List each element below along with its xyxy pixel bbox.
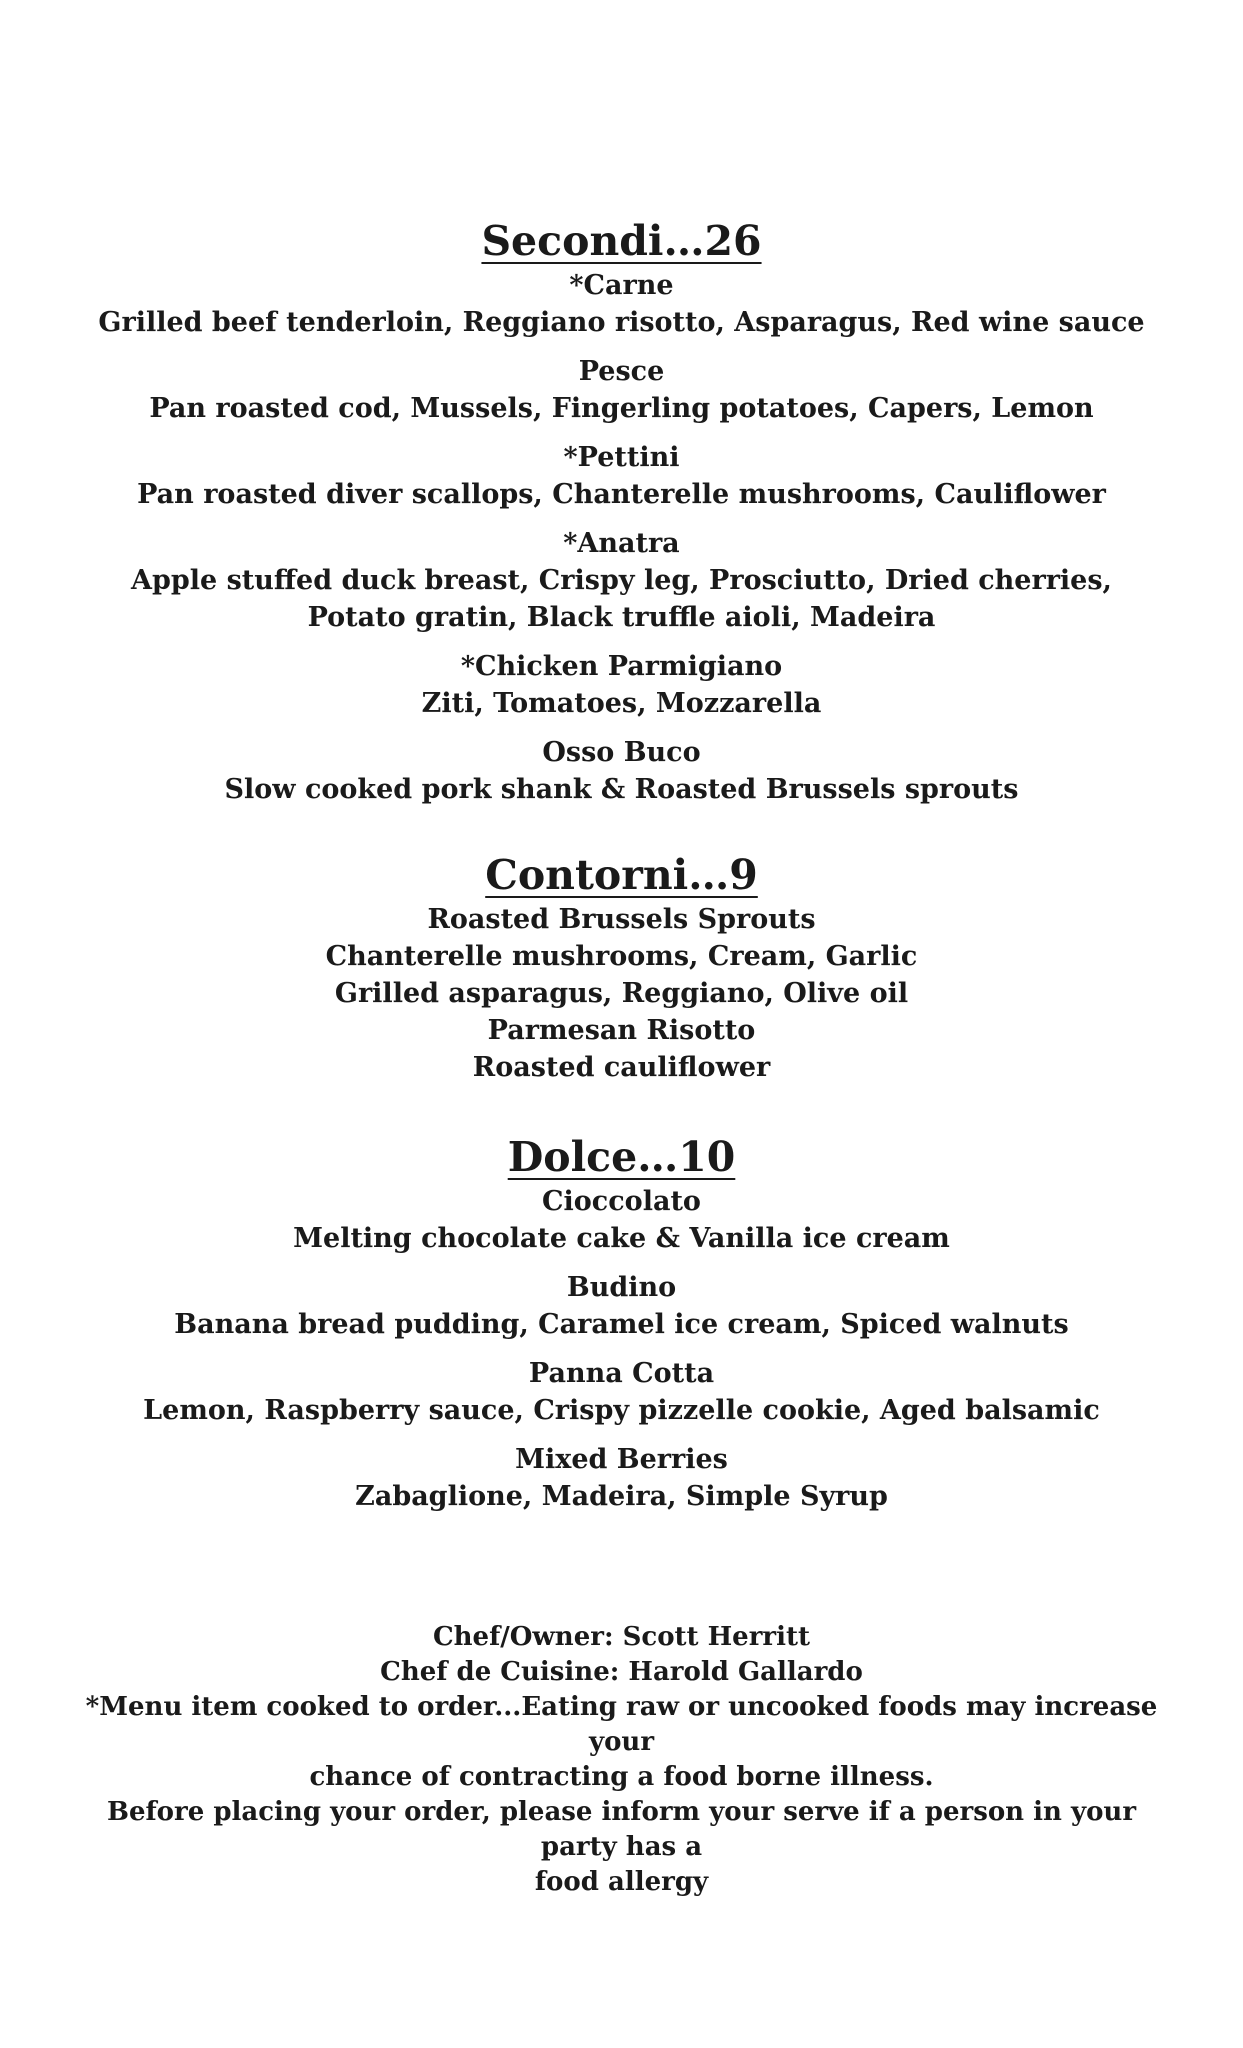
item-description: Pan roasted cod, Mussels, Fingerling potatoes, Capers, Lemon [149,393,1094,425]
item-name: Cioccolato [542,1186,701,1218]
chef-owner-line: Chef/Owner: Scott Herritt [432,1622,811,1652]
item-description: Melting chocolate cake & Vanilla ice cream [293,1223,950,1255]
side-item: Parmesan Risotto [487,1015,756,1047]
item-description: Banana bread pudding, Caramel ice cream, Spiced walnuts [174,1309,1069,1341]
secondi-items [0,267,1243,808]
menu-footer [0,1620,1243,1900]
dolce-items [0,1183,1243,1515]
allergy-notice: Before placing your order, please inform your serve if a person in your party has a [106,1797,1137,1862]
menu-item [0,734,1243,808]
contorni-section [0,852,1243,1086]
allergy-notice-cont: food allergy [534,1867,709,1897]
side-item: Roasted cauliflower [472,1052,771,1084]
raw-food-warning: *Menu item cooked to order...Eating raw or uncooked foods may increase your [85,1692,1158,1757]
menu-item [0,353,1243,427]
contorni-title: Contorni…9 [485,851,758,899]
item-description: Ziti, Tomatoes, Mozzarella [421,688,822,720]
chef-de-cuisine-line: Chef de Cuisine: Harold Gallardo [380,1657,863,1687]
secondi-title: Secondi…26 [481,217,762,265]
menu-item [0,267,1243,341]
item-description: Potato gratin, Black truffle aioli, Madeira [307,602,936,634]
menu-item [0,648,1243,722]
item-name: Osso Buco [542,737,701,769]
side-item: Grilled asparagus, Reggiano, Olive oil [334,978,909,1010]
side-item: Roasted Brussels Sprouts [427,904,816,936]
item-name: *Anatra [563,528,680,560]
secondi-section [0,218,1243,808]
menu-item [0,1269,1243,1343]
item-description: Grilled beef tenderloin, Reggiano risotto, Asparagus, Red wine sauce [98,307,1145,339]
raw-food-warning-cont: chance of contracting a food borne illness. [309,1762,934,1792]
dolce-section [0,1134,1243,1515]
menu-item [0,1441,1243,1515]
menu-item [0,1355,1243,1429]
menu-item [0,439,1243,513]
item-description: Lemon, Raspberry sauce, Crispy pizzelle cookie, Aged balsamic [143,1395,1100,1427]
menu-item [0,1183,1243,1257]
side-item: Chanterelle mushrooms, Cream, Garlic [325,941,918,973]
item-description: Pan roasted diver scallops, Chanterelle mushrooms, Cauliflower [137,479,1106,511]
item-name: Pesce [578,356,665,388]
item-name: Panna Cotta [528,1358,715,1390]
item-name: *Carne [569,270,674,302]
item-name: *Chicken Parmigiano [460,651,783,683]
item-description: Slow cooked pork shank & Roasted Brussels sprouts [224,774,1019,806]
item-name: Budino [566,1272,677,1304]
dolce-title: Dolce…10 [507,1133,736,1181]
item-description: Zabaglione, Madeira, Simple Syrup [355,1481,888,1513]
item-description: Apple stuffed duck breast, Crispy leg, Prosciutto, Dried cherries, [131,565,1112,597]
item-name: *Pettini [563,442,680,474]
item-name: Mixed Berries [515,1444,728,1476]
contorni-items [0,901,1243,1086]
menu-item [0,525,1243,636]
